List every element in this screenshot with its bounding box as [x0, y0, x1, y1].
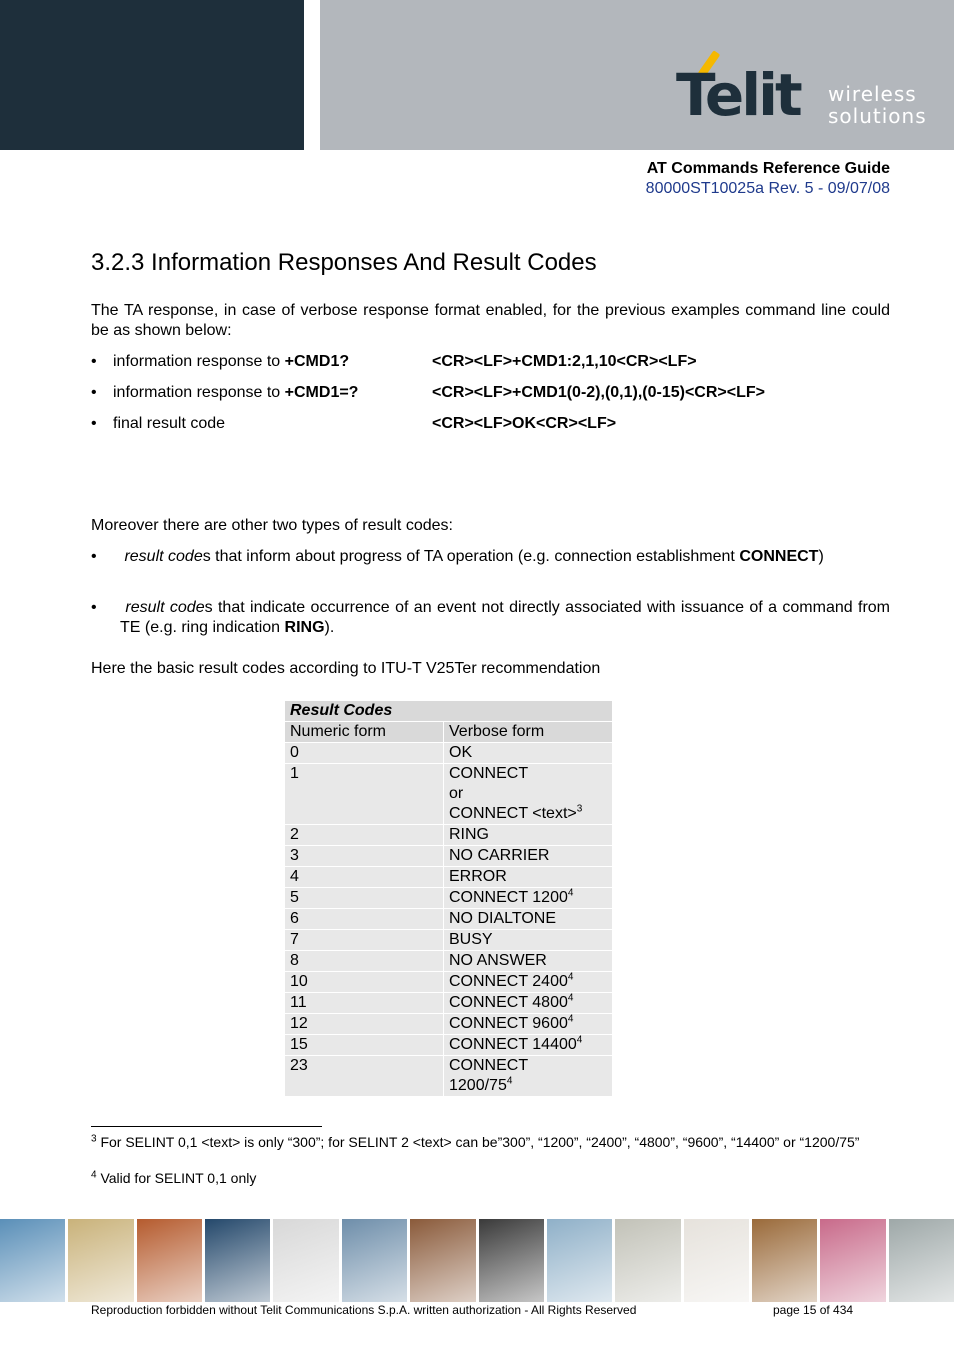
verbose-text: OK	[449, 744, 473, 761]
verbose-line	[449, 951, 607, 971]
verbose-line	[449, 764, 607, 784]
numeric-code-cell: 4	[285, 867, 444, 888]
verbose-text: 1200/75	[449, 1077, 507, 1094]
bullet-dot-icon: •	[91, 353, 97, 370]
table-row	[285, 846, 613, 867]
verbose-text: CONNECT 14400	[449, 1036, 577, 1053]
footer-photo	[410, 1219, 475, 1302]
bullet-response: <CR><LF>OK<CR><LF>	[432, 415, 617, 432]
verbose-code-cell	[444, 743, 613, 764]
footer-photo-strip	[0, 1219, 954, 1302]
footer-photo	[205, 1219, 270, 1302]
verbose-code-cell	[444, 825, 613, 846]
footer-photo	[273, 1219, 338, 1302]
footer-photo	[68, 1219, 133, 1302]
table-row	[285, 1014, 613, 1035]
moreover-paragraph: Moreover there are other two types of result codes:	[91, 517, 453, 534]
numeric-code-cell: 12	[285, 1014, 444, 1035]
result-type-bullet	[91, 598, 890, 638]
table-header-row	[285, 722, 613, 743]
verbose-text: CONNECT <text>	[449, 805, 577, 822]
verbose-line	[449, 1056, 607, 1076]
document-title-block	[646, 159, 890, 199]
footer-photo	[342, 1219, 407, 1302]
verbose-line	[449, 972, 607, 992]
numeric-code-cell: 15	[285, 1035, 444, 1056]
here-paragraph: Here the basic result codes according to ITU-T V25Ter recommendation	[91, 660, 601, 677]
table-caption: Result Codes	[285, 701, 613, 722]
numeric-code-cell: 10	[285, 972, 444, 993]
verbose-code-cell	[444, 930, 613, 951]
numeric-code-cell: 3	[285, 846, 444, 867]
telit-logo	[676, 48, 936, 138]
footnote-rule	[91, 1126, 322, 1127]
verbose-code-cell	[444, 846, 613, 867]
numeric-code-cell: 1	[285, 764, 444, 825]
type-end: )	[818, 548, 824, 565]
logo-tagline-1: wireless	[828, 82, 917, 106]
footnote-3	[91, 1133, 890, 1151]
footnote-text: For SELINT 0,1 <text> is only “300”; for SELINT 2 <text> can be”300”, “1200”, “2400”, “4800”, “9600”, “14400” or “1200/75”	[96, 1134, 860, 1150]
footer-photo	[752, 1219, 817, 1302]
verbose-line	[449, 1014, 607, 1034]
verbose-code-cell	[444, 1014, 613, 1035]
footnote-ref: 4	[567, 971, 574, 983]
footnote-mark: 3	[91, 1133, 97, 1145]
table-row	[285, 867, 613, 888]
table-row	[285, 825, 613, 846]
table-row	[285, 951, 613, 972]
table-row	[285, 909, 613, 930]
logo-tagline-2: solutions	[828, 104, 927, 128]
numeric-code-cell: 5	[285, 888, 444, 909]
numeric-code-cell: 7	[285, 930, 444, 951]
footer-photo	[615, 1219, 680, 1302]
verbose-code-cell	[444, 867, 613, 888]
type-term: result code	[124, 548, 203, 565]
footnote-ref: 4	[567, 887, 574, 899]
table-caption-row	[285, 701, 613, 722]
footer-photo	[0, 1219, 65, 1302]
column-header-verbose: Verbose form	[444, 722, 613, 743]
verbose-line	[449, 888, 607, 908]
verbose-code-cell	[444, 909, 613, 930]
verbose-code-cell	[444, 1056, 613, 1097]
header-dark-band	[0, 0, 304, 150]
bullet-response: <CR><LF>+CMD1:2,1,10<CR><LF>	[432, 353, 697, 370]
verbose-line	[449, 784, 607, 804]
type-description: s that indicate occurrence of an event not directly associated with issuance of a command from TE (e.g. ring indication	[120, 599, 891, 636]
bullet-dot-icon: •	[91, 599, 97, 616]
bullet-label: information response to	[113, 353, 285, 370]
numeric-code-cell: 23	[285, 1056, 444, 1097]
footnote-ref: 4	[567, 1013, 574, 1025]
bullet-response: <CR><LF>+CMD1(0-2),(0,1),(0-15)<CR><LF>	[432, 384, 765, 401]
bullet-command: +CMD1?	[284, 353, 350, 370]
document-title: AT Commands Reference Guide	[646, 160, 890, 177]
verbose-line	[449, 993, 607, 1013]
column-header-numeric: Numeric form	[285, 722, 444, 743]
footnote-mark: 4	[91, 1169, 97, 1181]
footnote-ref: 3	[576, 803, 583, 815]
footer-photo	[684, 1219, 749, 1302]
verbose-text: CONNECT	[449, 1057, 529, 1074]
verbose-text: RING	[449, 826, 489, 843]
footnote-text: Valid for SELINT 0,1 only	[96, 1170, 257, 1186]
footnote-4	[91, 1169, 890, 1187]
bullet-dot-icon: •	[91, 415, 97, 432]
type-end: ).	[324, 619, 335, 636]
verbose-text: CONNECT 4800	[449, 994, 568, 1011]
table-row	[285, 1035, 613, 1056]
logo-wordmark: Telit	[676, 61, 800, 129]
verbose-text: BUSY	[449, 931, 493, 948]
numeric-code-cell: 2	[285, 825, 444, 846]
table-row	[285, 972, 613, 993]
verbose-line	[449, 867, 607, 887]
numeric-code-cell: 6	[285, 909, 444, 930]
footer-copyright: Reproduction forbidden without Telit Communications S.p.A. written authorization - All Rights Reserved	[91, 1303, 637, 1317]
footer-photo	[820, 1219, 885, 1302]
verbose-text: CONNECT 1200	[449, 889, 568, 906]
table-row	[285, 764, 613, 825]
footnote-ref: 4	[567, 992, 574, 1004]
result-codes-table	[284, 700, 613, 1097]
numeric-code-cell: 8	[285, 951, 444, 972]
verbose-line	[449, 1076, 607, 1096]
verbose-code-cell	[444, 888, 613, 909]
verbose-code-cell	[444, 993, 613, 1014]
verbose-text: CONNECT 9600	[449, 1015, 568, 1032]
numeric-code-cell: 11	[285, 993, 444, 1014]
verbose-code-cell	[444, 1035, 613, 1056]
verbose-line	[449, 825, 607, 845]
footnote-ref: 4	[576, 1034, 583, 1046]
type-example: RING	[284, 619, 325, 636]
verbose-text: or	[449, 785, 464, 802]
verbose-text: CONNECT	[449, 765, 529, 782]
bullet-dot-icon: •	[91, 384, 97, 401]
document-revision: 80000ST10025a Rev. 5 - 09/07/08	[645, 180, 890, 197]
footer-photo	[137, 1219, 202, 1302]
verbose-line	[449, 846, 607, 866]
bullet-label: information response to	[113, 384, 285, 401]
verbose-text: CONNECT 2400	[449, 973, 568, 990]
bullet-dot-icon: •	[91, 548, 97, 565]
verbose-code-cell	[444, 764, 613, 825]
section-heading: 3.2.3 Information Responses And Result Codes	[91, 249, 597, 276]
verbose-code-cell	[444, 951, 613, 972]
verbose-text: ERROR	[449, 868, 507, 885]
verbose-line	[449, 930, 607, 950]
table-row	[285, 743, 613, 764]
bullet-command: +CMD1=?	[284, 384, 359, 401]
type-description: s that inform about progress of TA operation (e.g. connection establishment	[202, 548, 740, 565]
verbose-text: NO DIALTONE	[449, 910, 556, 927]
verbose-code-cell	[444, 972, 613, 993]
verbose-text: NO ANSWER	[449, 952, 547, 969]
table-row	[285, 1056, 613, 1097]
intro-paragraph: The TA response, in case of verbose response format enabled, for the previous examples command line could be as shown below:	[91, 302, 890, 339]
footer-photo	[479, 1219, 544, 1302]
verbose-line	[449, 804, 607, 824]
verbose-line	[449, 1035, 607, 1055]
type-example: CONNECT	[739, 548, 819, 565]
footer-photo	[547, 1219, 612, 1302]
numeric-code-cell: 0	[285, 743, 444, 764]
verbose-text: NO CARRIER	[449, 847, 550, 864]
table-row	[285, 888, 613, 909]
bullet-label: final result code	[113, 415, 226, 432]
table-row	[285, 930, 613, 951]
result-type-bullet	[91, 547, 890, 567]
page-number: page 15 of 434	[773, 1303, 854, 1317]
verbose-line	[449, 743, 607, 763]
verbose-line	[449, 909, 607, 929]
type-term: result code	[125, 599, 205, 616]
footer-photo	[889, 1219, 954, 1302]
table-row	[285, 993, 613, 1014]
logo-tagline	[828, 83, 927, 127]
footnote-ref: 4	[506, 1075, 513, 1087]
